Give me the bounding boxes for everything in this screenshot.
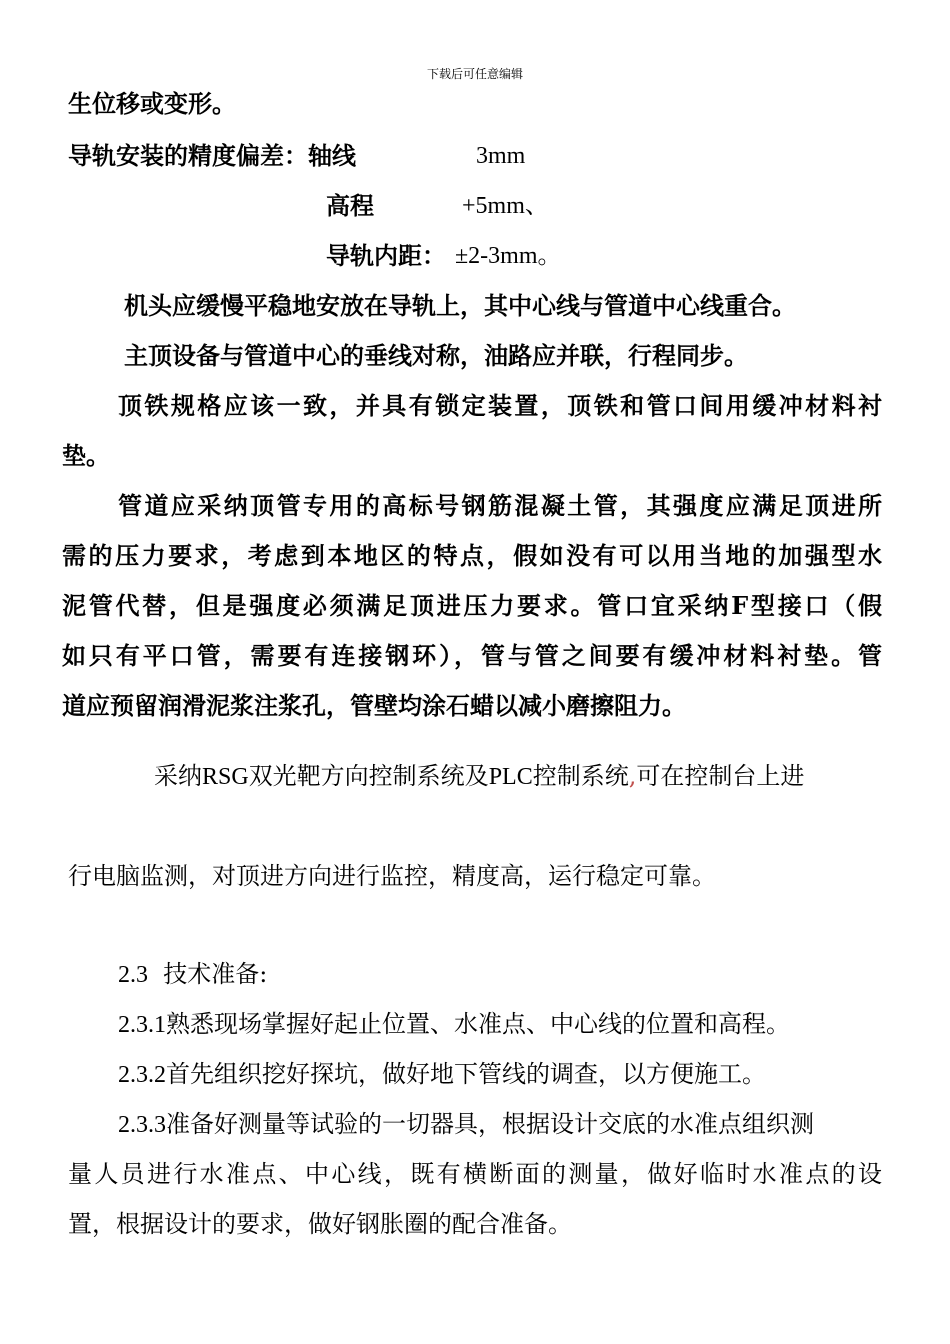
item-2-3-1-number: 2.3.1 [118,1012,166,1038]
text-line-2-3-3 [118,1108,814,1141]
text-line-15: 行电脑监测，对顶进方向进行监控，精度高，运行稳定可靠。 [68,862,716,890]
text-line-14-d: PLC [488,764,533,790]
page-header: 下载后可任意编辑 [426,67,523,81]
text-line-8: 垫。 [62,441,110,470]
text-line-21: 置，根据设计的要求，做好钢胀圈的配合准备。 [68,1210,572,1238]
heading-2-3 [118,958,267,991]
text-line-2-3-1 [118,1008,790,1041]
text-line-2-value: 3mm [476,143,526,169]
text-line-5: 机头应缓慢平稳地安放在导轨上，其中心线与管道中心线重合。 [124,291,796,320]
text-line-14-comma: , [628,762,637,790]
text-line-2-label: 导轨安装的精度偏差：轴线 [68,141,356,170]
text-line-2-3-2 [118,1058,766,1091]
text-line-4-value: ±2-3mm。 [455,243,562,269]
text-line-11: 泥管代替，但是强度必须满足顶进压力要求。管口宜采纳F型接口（假 [62,591,882,620]
item-2-3-2-number: 2.3.2 [118,1062,166,1088]
text-line-1: 生位移或变形。 [68,89,236,118]
text-line-14-c: 双光靶方向控制系统及 [248,762,489,790]
text-line-3-value: +5mm、 [462,193,549,219]
text-line-10: 需的压力要求，考虑到本地区的特点，假如没有可以用当地的加强型水 [62,541,882,570]
item-2-3-3-number: 2.3.3 [118,1112,166,1138]
text-line-6: 主顶设备与管道中心的垂线对称，油路应并联，行程同步。 [124,341,748,370]
text-line-14-e: 控制系统 [532,762,629,790]
text-line-14-g: 可在控制台上进 [636,762,805,790]
heading-2-3-number: 2.3 [118,962,148,988]
text-line-14-b: RSG [202,764,249,790]
text-line-4-label: 导轨内距： [326,241,446,270]
text-line-13: 道应预留润滑泥浆注浆孔，管壁均涂石蜡以减小磨擦阻力。 [62,691,686,720]
text-line-20: 量人员进行水准点、中心线，既有横断面的测量，做好临时水准点的设 [68,1160,882,1188]
text-line-3-label: 高程 [326,191,374,220]
item-2-3-3-text: 准备好测量等试验的一切器具，根据设计交底的水准点组织测 [166,1110,814,1138]
text-line-9: 管道应采纳顶管专用的高标号钢筋混凝土管，其强度应满足顶进所 [118,491,882,520]
text-line-7: 顶铁规格应该一致，并具有锁定装置，顶铁和管口间用缓冲材料衬 [118,391,882,420]
item-2-3-2-text: 首先组织挖好探坑，做好地下管线的调查，以方便施工。 [166,1060,766,1088]
text-line-14-a: 采纳 [154,762,202,790]
item-2-3-1-text: 熟悉现场掌握好起止位置、水准点、中心线的位置和高程。 [166,1010,790,1038]
text-line-14 [154,760,804,793]
heading-2-3-text: 技术准备: [163,960,268,988]
text-line-12: 如只有平口管，需要有连接钢环），管与管之间要有缓冲材料衬垫。管 [62,641,882,670]
